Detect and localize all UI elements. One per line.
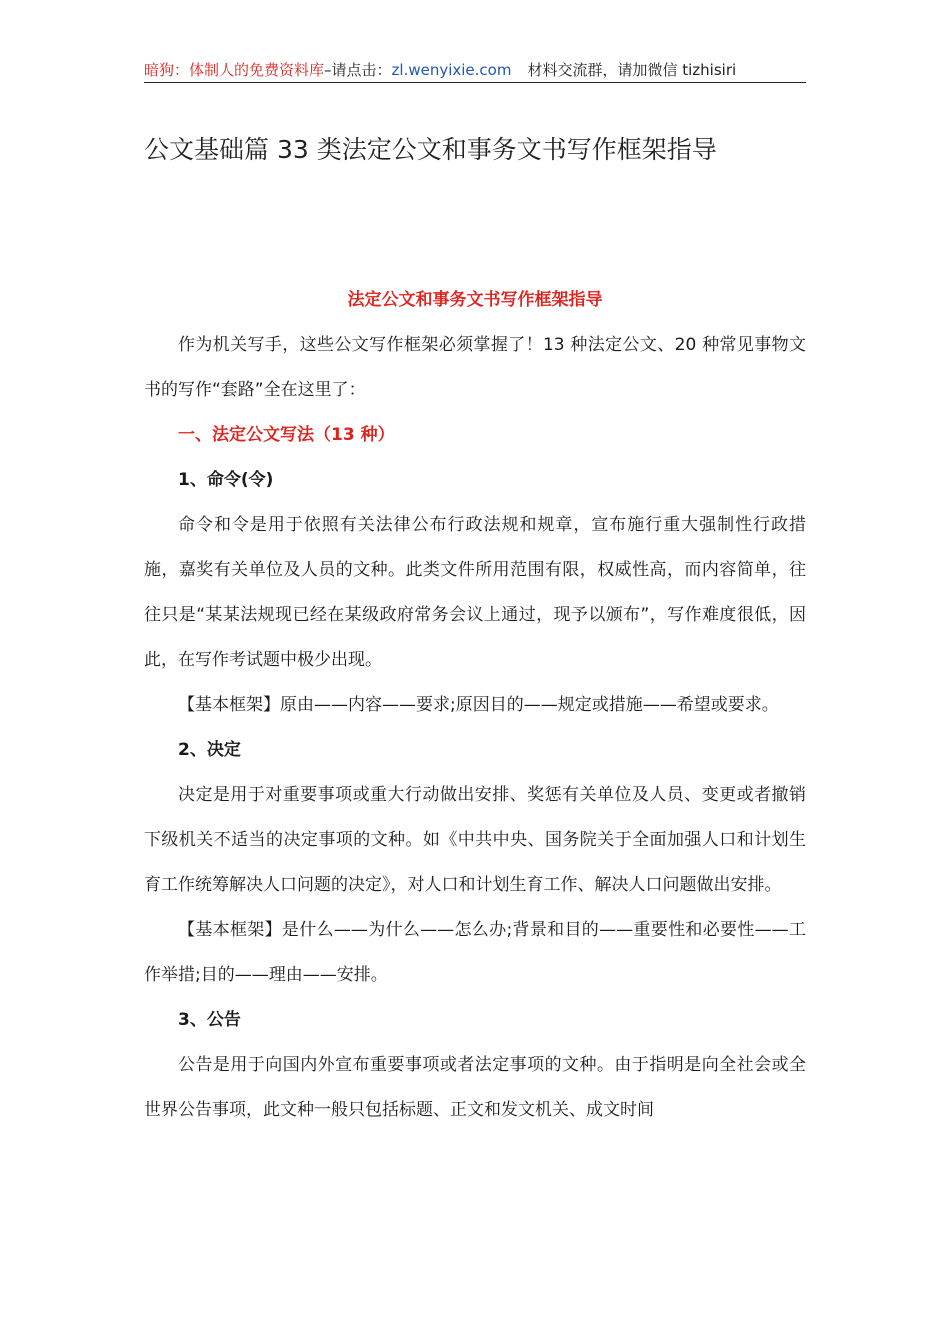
item-body-command: 命令和令是用于依照有关法律公布行政法规和规章，宣布施行重大强制性行政措施，嘉奖有关单位及人员的文种。此类文件所用范围有限，权威性高，而内容简单，往往只是“某某法规现已经在某级政府常务会议上通过，现予以颁布”，写作难度很低，因此，在写作考试题中极少出现。 [144, 515, 806, 670]
item-framework-command: 【基本框架】原由——内容——要求;原因目的——规定或措施——希望或要求。 [178, 695, 779, 715]
item-heading-command: 1、命令(令) [178, 470, 274, 490]
page-header [144, 58, 806, 83]
item-body-announcement: 公告是用于向国内外宣布重要事项或者法定事项的文种。由于指明是向全社会或全世界公告事项，此文种一般只包括标题、正文和发文机关、成文时间 [144, 1055, 806, 1120]
header-promo[interactable]: 暗狗：体制人的免费资料库 [144, 61, 325, 79]
header-site-link[interactable]: zl.wenyixie.com [391, 61, 512, 79]
section-center-title: 法定公文和事务文书写作框架指导 [347, 290, 603, 310]
document-title: 公文基础篇 33 类法定公文和事务文书写作框架指导 [144, 135, 717, 164]
intro-paragraph: 作为机关写手，这些公文写作框架必须掌握了！13 种法定公文、20 种常见事物文书的写作“套路”全在这里了： [144, 335, 806, 400]
item-heading-announcement: 3、公告 [178, 1010, 241, 1030]
header-wechat: 材料交流群，请加微信 tizhisiri [527, 61, 737, 79]
header-click-prefix: –请点击： [324, 61, 392, 79]
item-heading-decision: 2、决定 [178, 740, 241, 760]
item-framework-decision: 【基本框架】是什么——为什么——怎么办;背景和目的——重要性和必要性——工作举措;目的——理由——安排。 [144, 920, 806, 985]
document-body [144, 278, 806, 1133]
section-heading-1: 一、法定公文写法（13 种） [178, 425, 395, 445]
item-body-decision: 决定是用于对重要事项或重大行动做出安排、奖惩有关单位及人员、变更或者撤销下级机关不适当的决定事项的文种。如《中共中央、国务院关于全面加强人口和计划生育工作统筹解决人口问题的决定》，对人口和计划生育工作、解决人口问题做出安排。 [144, 785, 806, 895]
